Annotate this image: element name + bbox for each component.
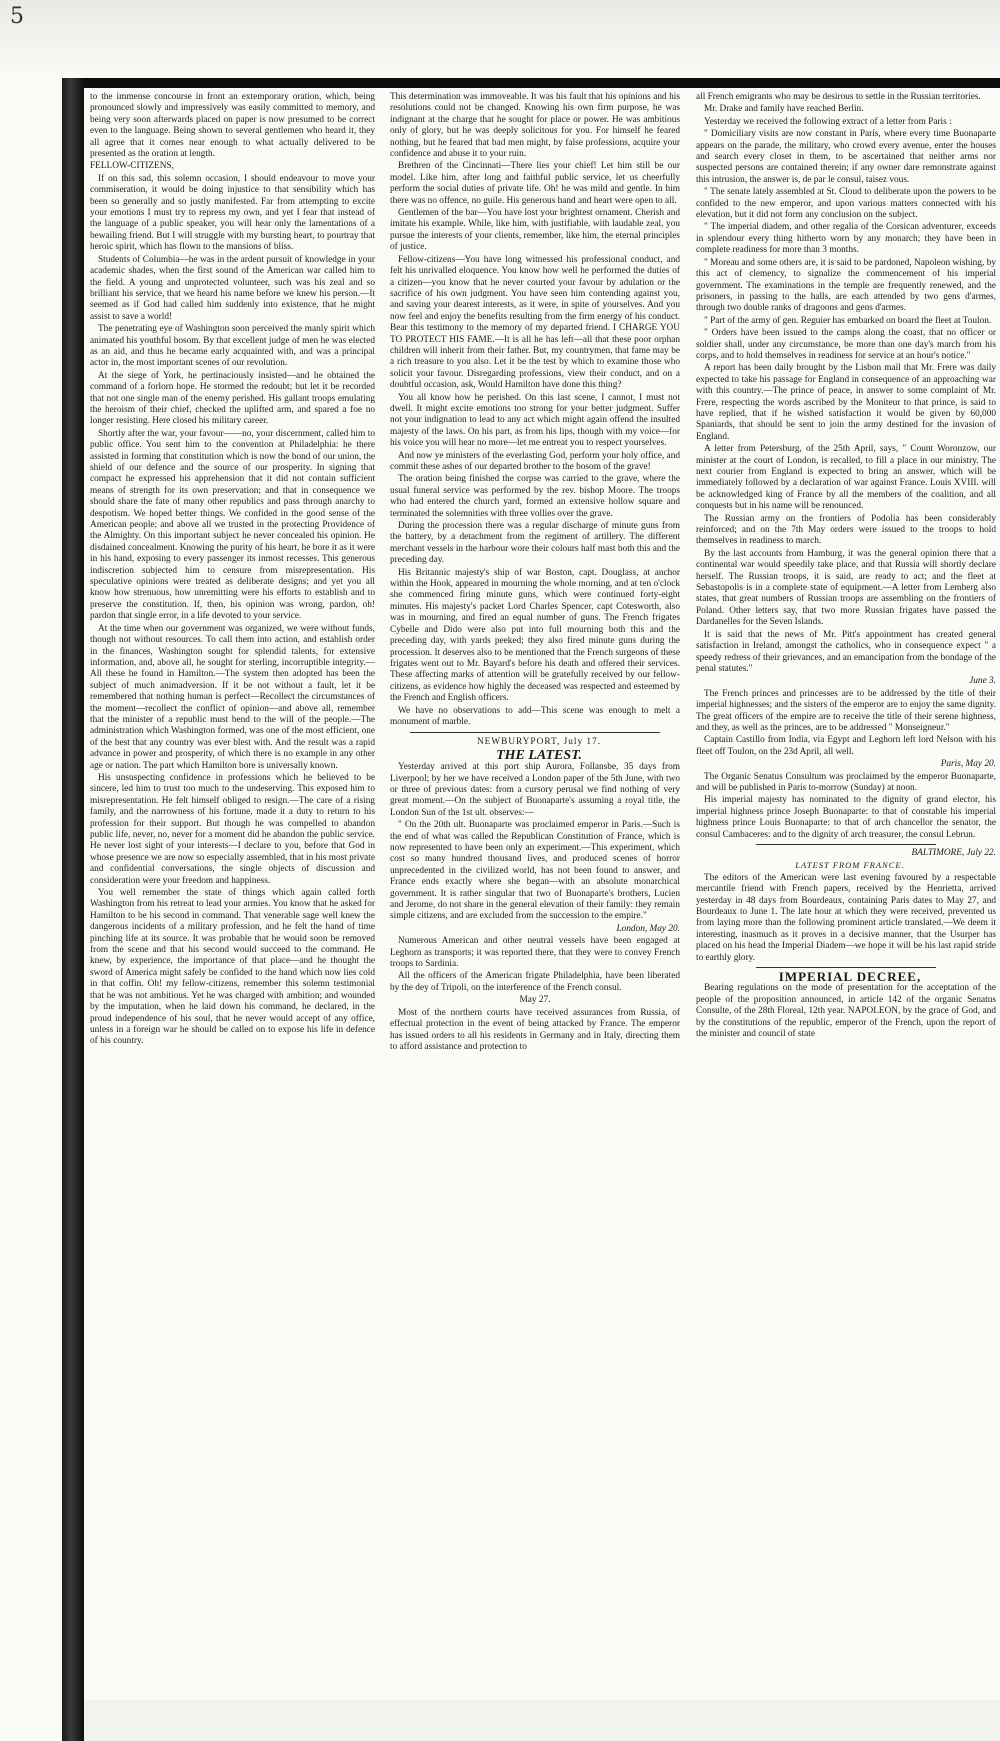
dateline: NEWBURYPORT, July 17. [476, 737, 602, 748]
paragraph: A letter from Petersburg, of the 25th April, says, " Count Woronzow, our minister at the court of London, is recalled, to fill a place in our ministry. The next courier from England is expected to bring an answer, which will be immediately followed by a declaration of war against France. Louis XVIII. will be acknowledged king of France by all the members of the coalition, and all conquests but in his name will be renounced. [696, 444, 996, 512]
paragraph: Students of Columbia—he was in the ardent pursuit of knowledge in your academic shades, when the first sound of the American war called him to the field. A young and unprotected volunteer, such was his zeal and so brilliant his service, that we heard his name before we knew his person.—It seemed as if God had called him suddenly into existence, that he might assist to save a world! [90, 254, 375, 322]
page-bottom-margin [84, 1700, 1000, 1741]
dateline: Paris, May 20. [940, 759, 996, 770]
section-heading: IMPERIAL DECREE, [778, 969, 922, 985]
paragraph: Shortly after the war, your favour——no, your discernment, called him to public office. You sent him to the convention at Philadelphia: he there assisted in forming that constitution which is now the bond of our union, the shield of our defence and the source of our prosperity. In signing that compact he expressed his apprehension that it did not contain sufficient means of strength for its own preservation; and that in consequence we should share the fate of many other republics and pass through anarchy to despotism. We hoped better things. We confided in the good sense of the American people; and above all we trusted in the protecting Providence of the Almighty. On this important subject he never concealed his opinion. He disdained concealment. Knowing the purity of his heart, he bore it as it were in his hand, exposing to every passenger its inmost recesses. This generous indiscretion subjected him to censure from misrepresentation. His speculative opinions were treated as deliberate designs; and yet you all know how strenuous, how unremitting were his efforts to establish and to preserve the constitution. If, then, his opinion was wrong, pardon, oh! pardon that single error, in a life devoted to your service. [90, 428, 375, 622]
divider [756, 967, 936, 968]
paragraph: At the time when our government was organized, we were without funds, though not without resources. To call them into action, and establish order in the finances, Washington sought for splendid talents, for extensive information, and, above all, he sought for sterling, incorruptible integrity.—All these he found in Hamilton.—The system then adopted has been the subject of much animadversion. If it be not without a fault, let it be remembered that nothing human is perfect—Recollect the circumstances of the moment—recollect the conflict of opinion—and above all, remember that the minister of a republic must bend to the will of the people.—The administration which Washington formed, was one of the most efficient, one of the best that any country was ever blest with. And the result was a rapid advance in power and prosperity, of which there is no example in any other age or nation. The part which Hamilton bore is universally known. [90, 623, 375, 771]
paragraph: His Britannic majesty's ship of war Boston, capt. Douglass, at anchor within the Hook, appeared in mourning the whole morning, and at ten o'clock she commenced firing minute guns, which were continued forty-eight minutes. His majesty's packet Lord Charles Spencer, capt Cotesworth, also was in mourning, and fired an equal number of guns. The French frigates Cybelle and Dido were also put into full mourning both this and the preceding day, with yards peeked; they also fired minute guns during the procession. It deserves also to be mentioned that the French surgeons of these frigates went out to Mr. Bayard's before his death and offered their services. These affecting marks of attention will be gratefully received by our fellow-citizens, as evidence how highly the deceased was respected and esteemed by the French and English officers. [390, 567, 680, 704]
page-number: 5 [10, 4, 24, 29]
paragraph: A report has been daily brought by the Lisbon mail that Mr. Frere was daily expected to take his passage for England in consequence of an approaching war with this country.—The prince of peace, in answer to some complaint of Mr. Frere, respecting the words ascribed by the Moniteur to that prince, is said to have replied, that if he wished satisfaction it would be given by 60,000 Spaniards, that should be sent to join the army destined for the invasion of England. [696, 363, 996, 442]
paragraph: Yesterday we received the following extract of a letter from Paris : [704, 116, 952, 127]
dateline: June 3. [969, 676, 996, 687]
column-3 [696, 92, 996, 1692]
paragraph: You all know how he perished. On this last scene, I cannot, I must not dwell. It might excite emotions too strong for your better judgment. Suffer not your indignation to lead to any act which might again offend the insulted majesty of the laws. On his part, as from his lips, though with my voice—for his voice you will hear no more—let me entreat you to respect yourselves. [390, 392, 680, 449]
paragraph: And now ye ministers of the everlasting God, perform your holy office, and commit these ashes of our departed brother to the bosom of the grave! [390, 450, 680, 472]
paragraph: " Domiciliary visits are now constant in Paris, where every time Buonaparte appears on the parade, the military, who crowd every avenue, enter the houses and search every closet in them, to be ascertained that neither arms nor suspected persons are contained therein; if any owner dare remonstrate against this intrusion, the answer is, de par le consul, taisez vous. [696, 129, 996, 185]
paragraph: This determination was immoveable. It was his fault that his opinions and his resolutions could not be changed. Knowing his own firm purpose, he was indignant at the charge that he sought for place or power. He was ambitious only of glory, but he was deeply solicitous for you. For himself he feared nothing, but he feared that bad men might, by false professions, acquire your confidence and abuse it to your ruin. [390, 92, 680, 160]
paragraph: " The senate lately assembled at St. Cloud to deliberate upon the powers to be confided to the new emperor, and upon various matters connected with his elevation, but it did not form any conclusion on the subject. [696, 187, 996, 221]
scan-margin [0, 0, 1000, 80]
paragraph: " Part of the army of gen. Reguier has embarked on board the fleet at Toulon. [704, 315, 992, 326]
page-border-left [62, 78, 84, 1741]
paragraph: The French princes and princesses are to be addressed by the title of their imperial highnesses; and the sisters of the emperor are to enjoy the same dignity. The great officers of the empire are to receive the title of their serene highness, and they, as well as the princes, are to be addressed " Monseigneur." [696, 688, 996, 733]
divider [756, 844, 936, 845]
dateline: May 27. [519, 995, 551, 1006]
paragraph: Fellow-citizens—You have long witnessed his professional conduct, and felt his unrivalled eloquence. You know how well he performed the duties of a citizen—you know that he never courted your favour by adulation or the sacrifice of his own judgment. You have seen him contending against you, and saving your dearest interests, as it were, in spite of yourselves. And you now feel and enjoy the benefits resulting from the firm energy of his conduct. Bear this testimony to the memory of my departed friend. I CHARGE YOU TO PROTECT HIS FAME.—It is all he has left—all that these poor orphan children will inherit from their father. But, my countrymen, that fame may be a rich treasure to you also. Let it be the test by which to examine those who solicit your favour. Disregarding professions, view their conduct, and on a doubtful occasion, ask, Would Hamilton have done this thing? [390, 254, 680, 391]
paragraph: The Organic Senatus Consultum was proclaimed by the emperor Buonaparte, and will be published in Paris to-morrow (Sunday) at noon. [696, 771, 996, 793]
paragraph: to the immense concourse in front an extemporary oration, which, being pronounced slowly and impressively was easily committed to memory, and being very soon afterwards placed on paper is now presumed to be correct even to the language. Being shown to several gentlemen who heard it, they all agree that it comes near enough to what actually delivered to be presented as the oration at length. [90, 92, 375, 160]
paragraph: His unsuspecting confidence in professions which he believed to be sincere, led him to trust too much to the undeserving. This exposed him to misrepresentation. He felt himself obliged to resign.—The care of a rising family, and the narrowness of his fortune, made it a duty to return to his profession for their support. But though he was compelled to abandon public life, never, no, never for a moment did he abandon the public service. He never lost sight of your interests—I declare to you, before that God in whose presence we are now so especially assembled, that in his most private and confidential conversations, the single objects of discussion and consideration were your freedom and happiness. [90, 772, 375, 886]
paragraph: The Russian army on the frontiers of Podolia has been considerably reinforced; and on the 7th May orders were issued to the troops to hold themselves in readiness to march. [696, 513, 996, 547]
paragraph: Brethren of the Cincinnati—There lies your chief! Let him still be our model. Like him, after long and faithful public service, let us cheerfully perform the social duties of private life. Oh! he was mild and gentle. In him there was no offence, no guile. His generous hand and heart were open to all. [390, 161, 680, 206]
divider [410, 732, 660, 733]
column-1 [90, 92, 375, 1692]
paragraph: Most of the northern courts have received assurances from Russia, of effectual protection in the event of being attacked by France. The emperor has issued orders to all his residents in Germany and in Italy, directing them to afford assistance and protection to [390, 1007, 680, 1052]
paragraph: Numerous American and other neutral vessels have been engaged at Leghorn as transports; it was reported there, that they were to convey French troops to Sardinia. [390, 936, 680, 970]
paragraph: " On the 20th ult. Buonaparte was proclaimed emperor in Paris.—Such is the end of what was called the Republican Constitution of France, which is now represented to have been only an experiment.—This experiment, which cost so many hundred thousand lives, and produced scenes of horror unprecedented in the civilized world, has not been found to answer, and France ends exactly where she began—with an absolute monarchical government. It is rather singular that two of Buonaparte's brothers, Lucien and Jerome, do not share in the general elevation of their family: they remain simple citizens, and are excluded from the succession to the empire." [390, 820, 680, 922]
paragraph: The editors of the American were last evening favoured by a respectable mercantile friend with French papers, received by the Henrietta, arrived yesterday in 48 days from Bourdeaux, containing Paris dates to May 27, and Bourdeaux to June 1. The late hour at which they were received, prevented us from laying more than the following prominent article translated.—We deem it interesting, inasmuch as it proves in a decisive manner, that the Usurper has placed on his head the Imperial Diadem—we hope it will be his last rapid stride to earthly glory. [696, 872, 996, 963]
column-2 [390, 92, 680, 1692]
paragraph: You well remember the state of things which again called forth Washington from his retreat to lead your armies. You know that he asked for Hamilton to be his second in command. That venerable sage well knew the dangerous incidents of a military profession, and he felt the hand of time pinching life at its source. It was probable that he would soon be removed from the scene and that his second would succeed to the command. He knew, by experience, the importance of that place—and he thought the sword of America might safely be confided to the hand which now lies cold in that coffin. Oh! my fellow-citizens, remember this solemn testimonial that he was not ambitious. Yet he was charged with ambition; and wounded by the imputation, when he laid down his command, he declared, in the proud independence of his soul, that he never would accept of any office, unless in a foreign war he should be called on to expose his life in defence of his country. [90, 888, 375, 1047]
paragraph: Captain Castillo from India, via Egypt and Leghorn left lord Nelson with his fleet off Toulon, on the 23d April, all well. [696, 735, 996, 757]
paragraph: All the officers of the American frigate Philadelphia, have been liberated by the dey of Tripoli, on the interference of the French consul. [390, 971, 680, 993]
paragraph: " Orders have been issued to the camps along the coast, that no officer or soldier shall, under any circumstance, be more than one day's march from his corps, and to hold themselves in readiness for service at an hour's notice." [696, 328, 996, 361]
paragraph: all French emigrants who may be desirous to settle in the Russian territories. [696, 92, 981, 102]
section-heading: LATEST FROM FRANCE. [795, 860, 905, 871]
paragraph: His imperial majesty has nominated to the dignity of grand elector, his imperial highness prince Joseph Buonaparte: to that of constable his imperial highness prince Louis Buonaparte: to that of arch chancellor the senator, the consul Cambaceres: and to the dignity of arch treasurer, the consul Lebrun. [696, 795, 996, 840]
paragraph: During the procession there was a regular discharge of minute guns from the battery, by a detachment from the regiment of artillery. The different merchant vessels in the harbour wore their colours half mast both this and the preceding day. [390, 521, 680, 566]
paragraph: By the last accounts from Hamburg, it was the general opinion there that a continental war would speedily take place, and that Russia will shortly declare herself. The Russian troops, it is said, are ready to act; and the fleet at Sebastopolis is in a complete state of equipment.—A letter from Lemberg also states, that great numbers of Russian troops are assembling on the frontiers of Poland. Other letters say, that two more Russian frigates have passed the Dardanelles for the Seven Islands. [696, 548, 996, 628]
dateline: BALTIMORE, July 22. [911, 848, 996, 858]
paragraph: The penetrating eye of Washington soon perceived the manly spirit which animated his youthful bosom. By that excellent judge of men he was elected as an aid, and thus he became early acquainted with, and was a principal actor in, the most important scenes of our revolution. [90, 324, 375, 369]
paragraph: We have no observations to add—This scene was enough to melt a monument of marble. [390, 705, 680, 727]
paragraph: The oration being finished the corpse was carried to the grave, where the usual funeral service was performed by the rev. bishop Moore. The troops who had entered the church yard, formed an extensive hollow square and terminated the solemnities with three vollies over the grave. [390, 474, 680, 519]
dateline: London, May 20. [616, 923, 680, 934]
paragraph: If on this sad, this solemn occasion, I should endeavour to move your commiseration, it would be doing injustice to that sensibility which has been so generally and so justly manifested. Far from attempting to excite your emotions I must try to repress my own, and yet I fear that instead of the language of a public speaker, you will hear only the lamentations of a bewailing friend. But I will struggle with my bursting heart, to pourtray that heroic spirit, which has flown to the mansions of bliss. [90, 173, 375, 253]
paragraph: At the siege of York, he pertinaciously insisted—and he obtained the command of a forlorn hope. He stormed the redoubt; but let it be recorded that not one single man of the enemy perished. His gallant troops emulating the heroism of their chief, checked the uplifted arm, and spared a foe no longer resisting. Here closed his military career. [90, 370, 375, 427]
paragraph: It is said that the news of Mr. Pitt's appointment has created general satisfaction in Ireland, amongst the catholics, who in consequence expect " a speedy redress of their grievances, and an emancipation from the bondage of the penal statutes." [696, 629, 996, 674]
paragraph: Yesterday arrived at this port ship Aurora, Follansbe, 35 days from Liverpool; by her we have received a London paper of the 5th June, with two or three of previous dates: from a cursory perusal we find nothing of very great moment.—On the subject of Buonaparte's assuming a royal title, the London Sun of the 1st ult. observes:— [390, 762, 680, 818]
paragraph: Bearing regulations on the mode of presentation for the acceptation of the people of the proposition announced, in article 142 of the organic Senatus Consulte, of the 28th Floreal, 12th year. NAPOLEON, by the grace of God, and by the constitutions of the republic, emperor of the French, upon the report of the minister and council of state [696, 983, 996, 1040]
salutation: FELLOW-CITIZENS, [90, 161, 174, 172]
paragraph: " Moreau and some others are, it is said to be pardoned, Napoleon wishing, by this act of clemency, to signalize the commencement of his imperial government. The examinations in the temple are frequently renewed, and the prisoners, in passing to the halls, are each attended by two gens d'armes, through two double ranks of dragoons and gens d'armes. [696, 257, 996, 314]
newspaper-page [90, 92, 998, 1692]
paragraph: Gentlemen of the bar—You have lost your brightest ornament. Cherish and imitate his example. While, like him, with justifiable, with laudable zeal, you pursue the interests of your clients, remember, like him, the eternal principles of justice. [390, 208, 680, 253]
paragraph: " The imperial diadem, and other regalia of the Corsican adventurer, exceeds in splendour every thing hitherto worn by any monarch; they have been in complete readiness for more than 3 months. [696, 222, 996, 256]
paragraph: Mr. Drake and family have reached Berlin. [704, 104, 864, 115]
section-heading: THE LATEST. [496, 747, 582, 763]
page-border-top [70, 78, 1000, 88]
